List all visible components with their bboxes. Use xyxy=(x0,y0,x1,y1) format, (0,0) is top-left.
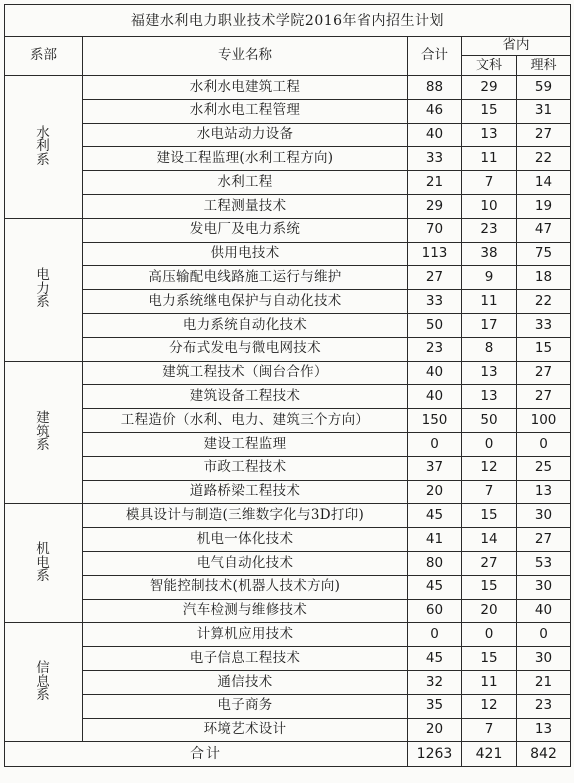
table-row xyxy=(5,266,571,290)
major-name: 水电站动力设备 xyxy=(83,123,408,147)
row-science: 30 xyxy=(517,504,571,528)
table-row xyxy=(5,385,571,409)
table-row xyxy=(5,551,571,575)
row-total: 0 xyxy=(408,623,462,647)
major-name: 电力系统继电保护与自动化技术 xyxy=(83,290,408,314)
row-total: 40 xyxy=(408,385,462,409)
major-name: 环境艺术设计 xyxy=(83,718,408,742)
header-province: 省内 xyxy=(462,37,571,56)
major-name: 市政工程技术 xyxy=(83,456,408,480)
major-name: 通信技术 xyxy=(83,670,408,694)
department-name xyxy=(5,504,83,623)
row-science: 59 xyxy=(517,76,571,100)
row-total: 23 xyxy=(408,337,462,361)
table-row xyxy=(5,647,571,671)
grand-total-value: 1263 xyxy=(408,742,462,767)
row-total: 27 xyxy=(408,266,462,290)
row-total: 50 xyxy=(408,313,462,337)
grand-total-science: 842 xyxy=(517,742,571,767)
row-science: 14 xyxy=(517,171,571,195)
major-name: 水利水电工程管理 xyxy=(83,99,408,123)
row-total: 60 xyxy=(408,599,462,623)
table-row xyxy=(5,361,571,385)
row-total: 20 xyxy=(408,718,462,742)
row-total: 20 xyxy=(408,480,462,504)
row-arts: 27 xyxy=(462,551,517,575)
row-arts: 15 xyxy=(462,575,517,599)
header-major: 专业名称 xyxy=(83,37,408,76)
row-arts: 13 xyxy=(462,361,517,385)
row-arts: 9 xyxy=(462,266,517,290)
table-row xyxy=(5,409,571,433)
table-row xyxy=(5,99,571,123)
enrollment-plan-table xyxy=(4,4,571,767)
row-arts: 17 xyxy=(462,313,517,337)
table-row xyxy=(5,480,571,504)
row-arts: 12 xyxy=(462,694,517,718)
table-row xyxy=(5,504,571,528)
row-arts: 20 xyxy=(462,599,517,623)
department-name xyxy=(5,76,83,219)
row-science: 19 xyxy=(517,194,571,218)
row-science: 23 xyxy=(517,694,571,718)
row-science: 27 xyxy=(517,123,571,147)
row-arts: 14 xyxy=(462,528,517,552)
table-row xyxy=(5,694,571,718)
table-row xyxy=(5,456,571,480)
row-arts: 11 xyxy=(462,290,517,314)
row-arts: 15 xyxy=(462,99,517,123)
row-arts: 13 xyxy=(462,123,517,147)
row-science: 22 xyxy=(517,147,571,171)
row-science: 27 xyxy=(517,528,571,552)
major-name: 模具设计与制造(三维数字化与3D打印) xyxy=(83,504,408,528)
row-science: 18 xyxy=(517,266,571,290)
major-name: 建设工程监理(水利工程方向) xyxy=(83,147,408,171)
row-total: 33 xyxy=(408,290,462,314)
major-name: 分布式发电与微电网技术 xyxy=(83,337,408,361)
table-row xyxy=(5,123,571,147)
major-name: 供用电技术 xyxy=(83,242,408,266)
row-arts: 15 xyxy=(462,504,517,528)
department-name xyxy=(5,218,83,361)
row-arts: 11 xyxy=(462,147,517,171)
department-label: 水利系 xyxy=(36,124,51,168)
row-science: 27 xyxy=(517,361,571,385)
row-total: 88 xyxy=(408,76,462,100)
row-arts: 7 xyxy=(462,171,517,195)
row-total: 21 xyxy=(408,171,462,195)
row-total: 45 xyxy=(408,504,462,528)
row-total: 37 xyxy=(408,456,462,480)
header-science: 理科 xyxy=(517,56,571,76)
major-name: 发电厂及电力系统 xyxy=(83,218,408,242)
major-name: 建设工程监理 xyxy=(83,432,408,456)
row-total: 32 xyxy=(408,670,462,694)
table-row xyxy=(5,218,571,242)
department-label: 信息系 xyxy=(36,660,51,704)
row-total: 80 xyxy=(408,551,462,575)
row-total: 70 xyxy=(408,218,462,242)
row-science: 100 xyxy=(517,409,571,433)
header-arts: 文科 xyxy=(462,56,517,76)
row-total: 45 xyxy=(408,575,462,599)
table-title: 福建水利电力职业技术学院2016年省内招生计划 xyxy=(5,5,571,37)
row-total: 0 xyxy=(408,432,462,456)
table-row xyxy=(5,670,571,694)
row-total: 41 xyxy=(408,528,462,552)
major-name: 高压输配电线路施工运行与维护 xyxy=(83,266,408,290)
table-row xyxy=(5,432,571,456)
row-science: 75 xyxy=(517,242,571,266)
table-row xyxy=(5,194,571,218)
major-name: 汽车检测与维修技术 xyxy=(83,599,408,623)
row-science: 31 xyxy=(517,99,571,123)
row-arts: 11 xyxy=(462,670,517,694)
major-name: 建筑设备工程技术 xyxy=(83,385,408,409)
table-row xyxy=(5,623,571,647)
major-name: 电子商务 xyxy=(83,694,408,718)
table-row xyxy=(5,171,571,195)
table-row xyxy=(5,76,571,100)
department-label: 建筑系 xyxy=(36,410,51,454)
row-total: 40 xyxy=(408,361,462,385)
row-arts: 12 xyxy=(462,456,517,480)
row-arts: 7 xyxy=(462,718,517,742)
row-arts: 7 xyxy=(462,480,517,504)
grand-total-arts: 421 xyxy=(462,742,517,767)
table-body xyxy=(5,76,571,742)
row-arts: 10 xyxy=(462,194,517,218)
major-name: 道路桥梁工程技术 xyxy=(83,480,408,504)
major-name: 水利工程 xyxy=(83,171,408,195)
row-science: 25 xyxy=(517,456,571,480)
table-row xyxy=(5,599,571,623)
major-name: 电力系统自动化技术 xyxy=(83,313,408,337)
department-name xyxy=(5,623,83,742)
table-row xyxy=(5,313,571,337)
grand-total-label: 合计 xyxy=(5,742,408,767)
row-arts: 0 xyxy=(462,432,517,456)
table-row xyxy=(5,575,571,599)
row-total: 35 xyxy=(408,694,462,718)
major-name: 电子信息工程技术 xyxy=(83,647,408,671)
row-arts: 0 xyxy=(462,623,517,647)
row-science: 30 xyxy=(517,575,571,599)
row-science: 13 xyxy=(517,718,571,742)
major-name: 水利水电建筑工程 xyxy=(83,76,408,100)
table-row xyxy=(5,718,571,742)
major-name: 工程测量技术 xyxy=(83,194,408,218)
row-total: 40 xyxy=(408,123,462,147)
row-science: 13 xyxy=(517,480,571,504)
row-total: 33 xyxy=(408,147,462,171)
row-total: 45 xyxy=(408,647,462,671)
row-science: 21 xyxy=(517,670,571,694)
row-science: 15 xyxy=(517,337,571,361)
header-department: 系部 xyxy=(5,37,83,76)
row-science: 0 xyxy=(517,623,571,647)
department-label: 机电系 xyxy=(36,541,51,585)
table-row xyxy=(5,337,571,361)
header-total: 合计 xyxy=(408,37,462,76)
table-row xyxy=(5,242,571,266)
row-total: 150 xyxy=(408,409,462,433)
row-science: 33 xyxy=(517,313,571,337)
major-name: 建筑工程技术（闽台合作） xyxy=(83,361,408,385)
row-total: 29 xyxy=(408,194,462,218)
row-science: 47 xyxy=(517,218,571,242)
row-arts: 38 xyxy=(462,242,517,266)
row-total: 46 xyxy=(408,99,462,123)
department-label: 电力系 xyxy=(36,267,51,311)
row-arts: 15 xyxy=(462,647,517,671)
table-row xyxy=(5,147,571,171)
department-name xyxy=(5,361,83,504)
row-science: 27 xyxy=(517,385,571,409)
row-arts: 29 xyxy=(462,76,517,100)
major-name: 智能控制技术(机器人技术方向) xyxy=(83,575,408,599)
major-name: 电气自动化技术 xyxy=(83,551,408,575)
major-name: 计算机应用技术 xyxy=(83,623,408,647)
row-total: 113 xyxy=(408,242,462,266)
row-science: 40 xyxy=(517,599,571,623)
major-name: 机电一体化技术 xyxy=(83,528,408,552)
row-arts: 8 xyxy=(462,337,517,361)
row-arts: 50 xyxy=(462,409,517,433)
row-science: 0 xyxy=(517,432,571,456)
row-science: 53 xyxy=(517,551,571,575)
row-science: 22 xyxy=(517,290,571,314)
row-arts: 13 xyxy=(462,385,517,409)
major-name: 工程造价（水利、电力、建筑三个方向） xyxy=(83,409,408,433)
row-arts: 23 xyxy=(462,218,517,242)
table-row xyxy=(5,528,571,552)
table-row xyxy=(5,290,571,314)
row-science: 30 xyxy=(517,647,571,671)
